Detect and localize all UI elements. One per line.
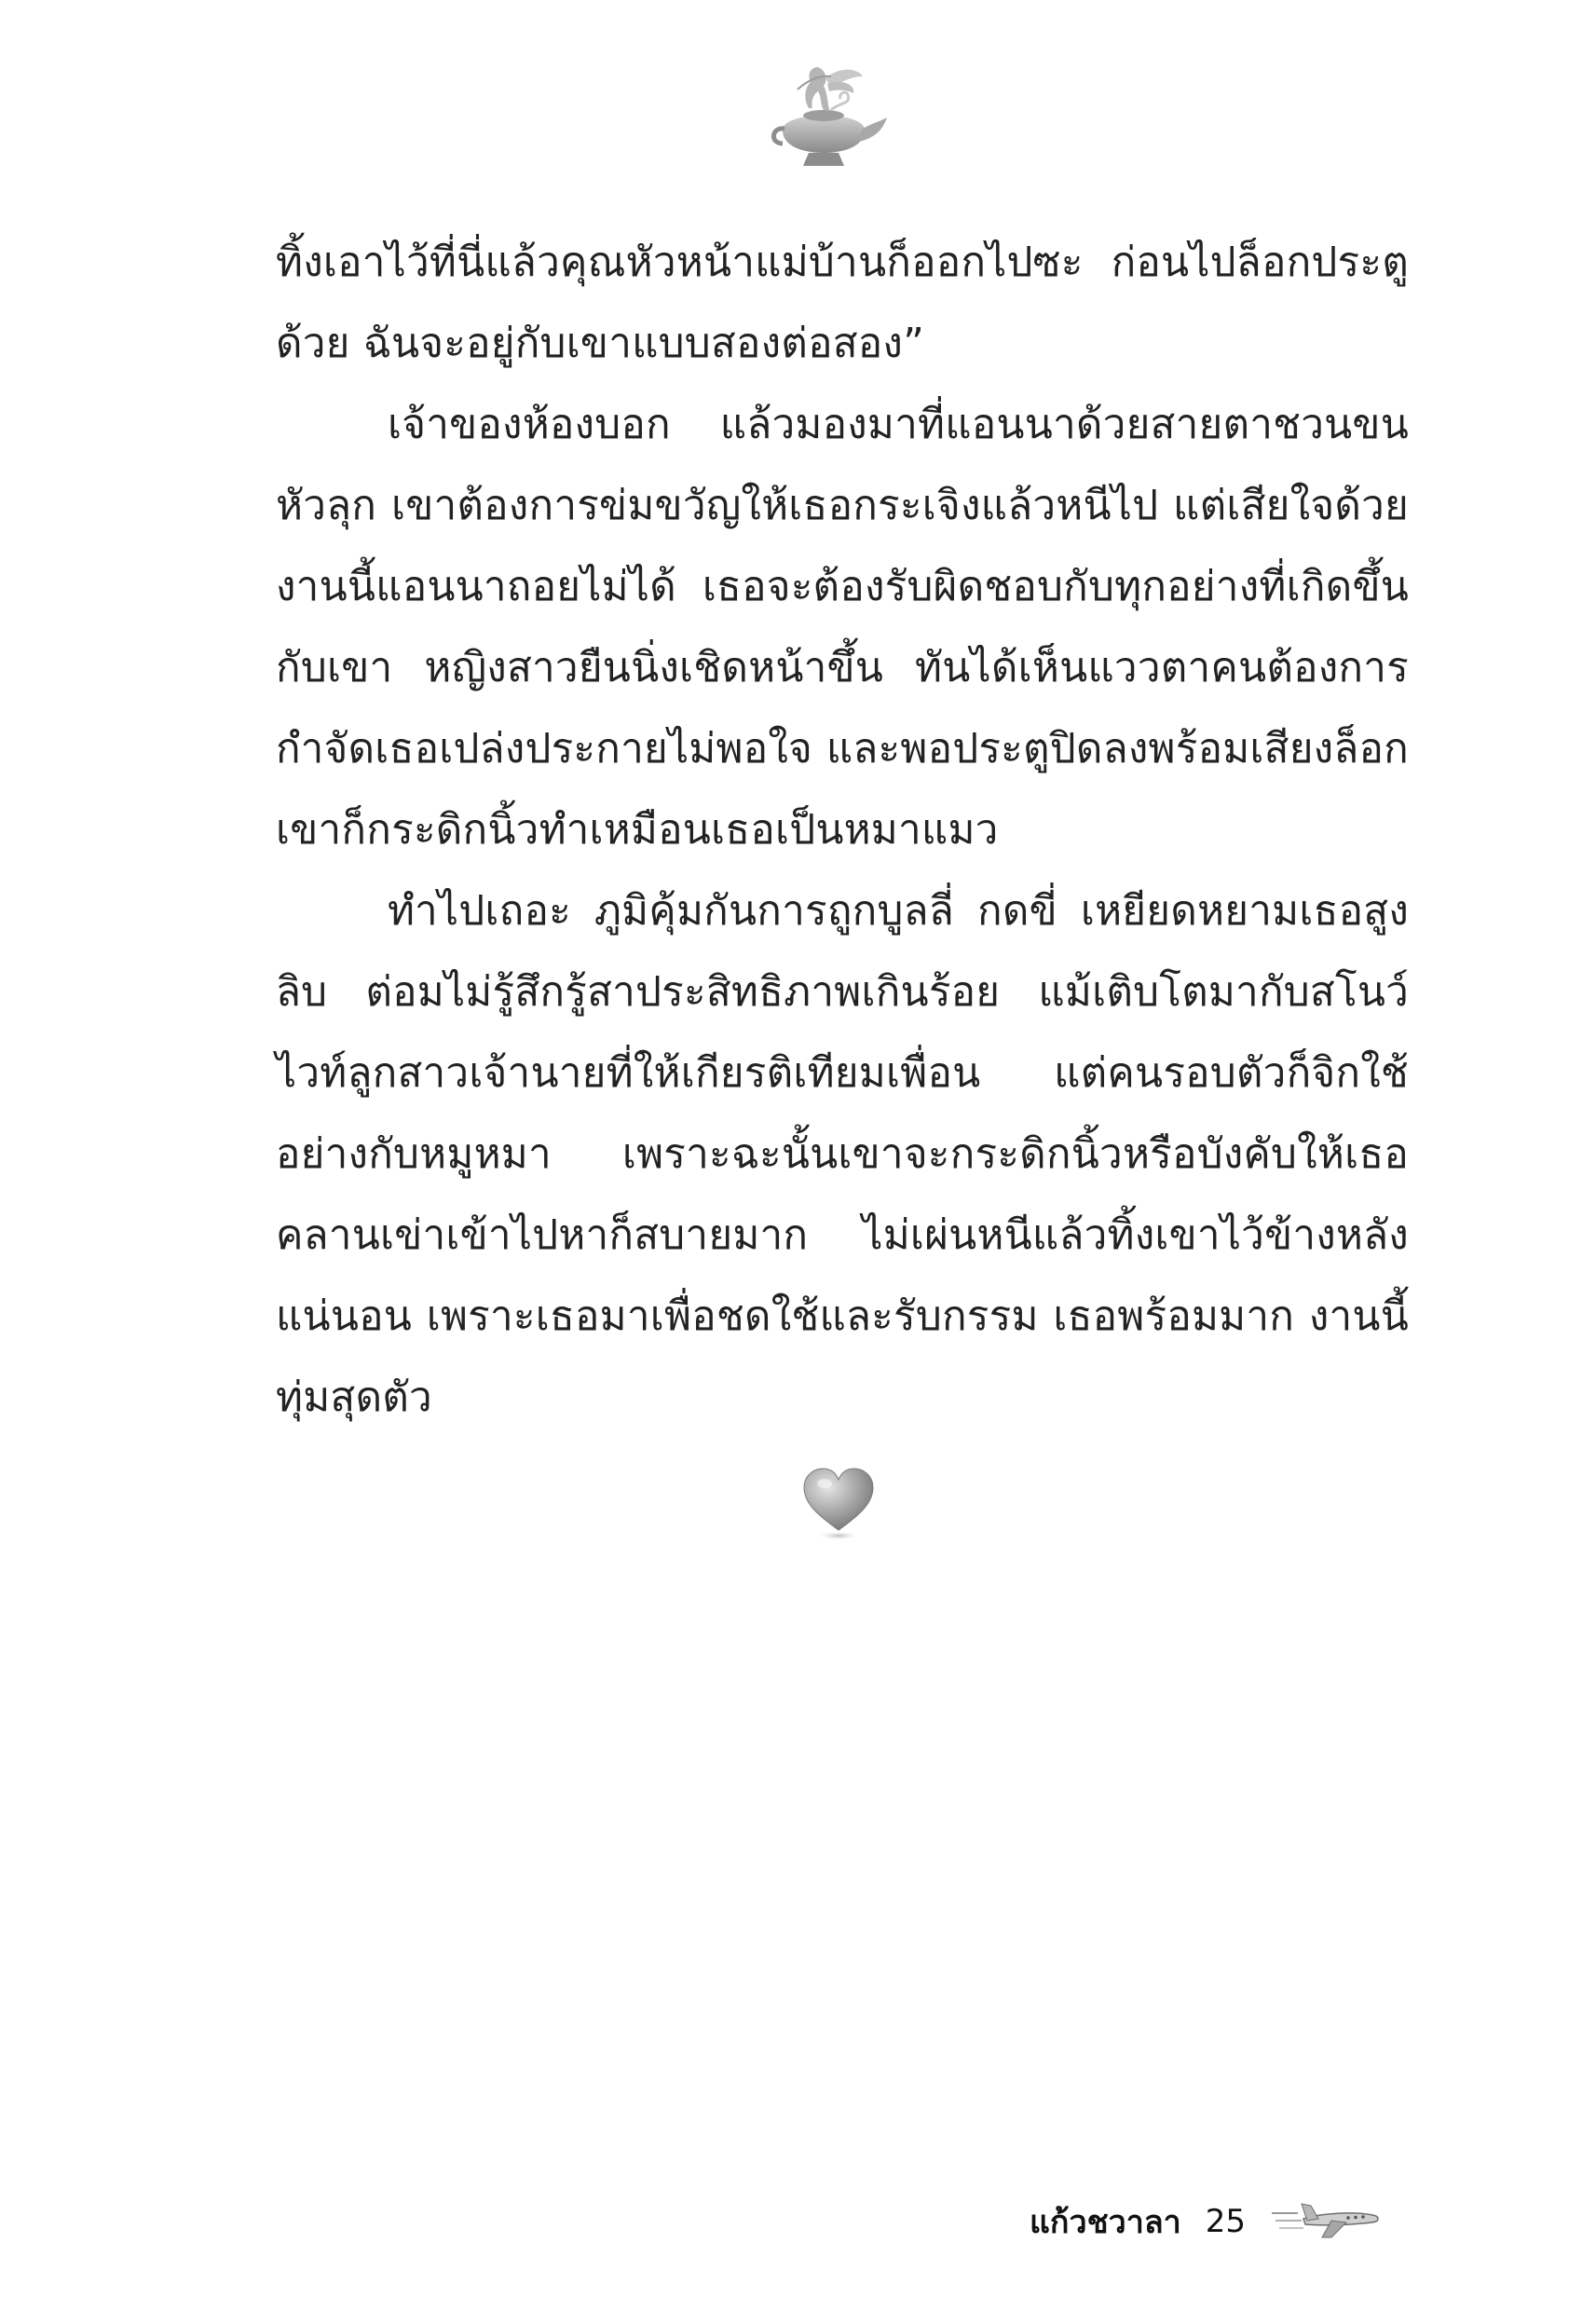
- airplane-icon: [1270, 2196, 1382, 2247]
- page-number: 25: [1205, 2203, 1247, 2240]
- genie-lamp-cupid-icon: [762, 56, 893, 186]
- paragraph-3: ทำไปเถอะ ภูมิคุ้มกันการถูกบูลลี่ กดขี่ เหยียดหยามเธอสูงลิบ ต่อมไม่รู้สึกรู้สาประสิทธิภาพเกินร้อย แม้เติบโตมากับสโนว์ไวท์ลูกสาวเจ้านายที่ให้เกียรติเทียมเพื่อน แต่คนรอบตัวก็จิกใช้อย่างกับหมูหมา เพราะฉะนั้นเขาจะกระดิกนิ้วหรือบังคับให้เธอคลานเข่าเข้าไปหาก็สบายมาก ไม่เผ่นหนีแล้วทิ้งเขาไว้ข้างหลังแน่นอน เพราะเธอมาเพื่อชดใช้และรับกรรม เธอพร้อมมาก งานนี้ทุ่มสุดตัว: [276, 887, 1409, 1421]
- book-title: แก้วชวาลา: [1030, 2204, 1181, 2241]
- body-text: [276, 222, 1409, 1438]
- heart-icon: [797, 1461, 880, 1545]
- paragraph-2: เจ้าของห้องบอก แล้วมองมาที่แอนนาด้วยสายตาชวนขนหัวลุก เขาต้องการข่มขวัญให้เธอกระเจิงแล้วหนีไป แต่เสียใจด้วย งานนี้แอนนาถอยไม่ได้ เธอจะต้องรับผิดชอบกับทุกอย่างที่เกิดขึ้นกับเขา หญิงสาวยืนนิ่งเชิดหน้าขึ้น ทันได้เห็นแววตาคนต้องการกำจัดเธอเปล่งประกายไม่พอใจ และพอประตูปิดลงพร้อมเสียงล็อกเขาก็กระดิกนิ้วทำเหมือนเธอเป็นหมาแมว: [276, 401, 1409, 854]
- paragraph-1: ทิ้งเอาไว้ที่นี่แล้วคุณหัวหน้าแม่บ้านก็ออกไปซะ ก่อนไปล็อกประตูด้วย ฉันจะอยู่กับเขาแบบสองต่อสอง”: [276, 239, 1409, 367]
- page-footer: [1030, 2192, 1382, 2251]
